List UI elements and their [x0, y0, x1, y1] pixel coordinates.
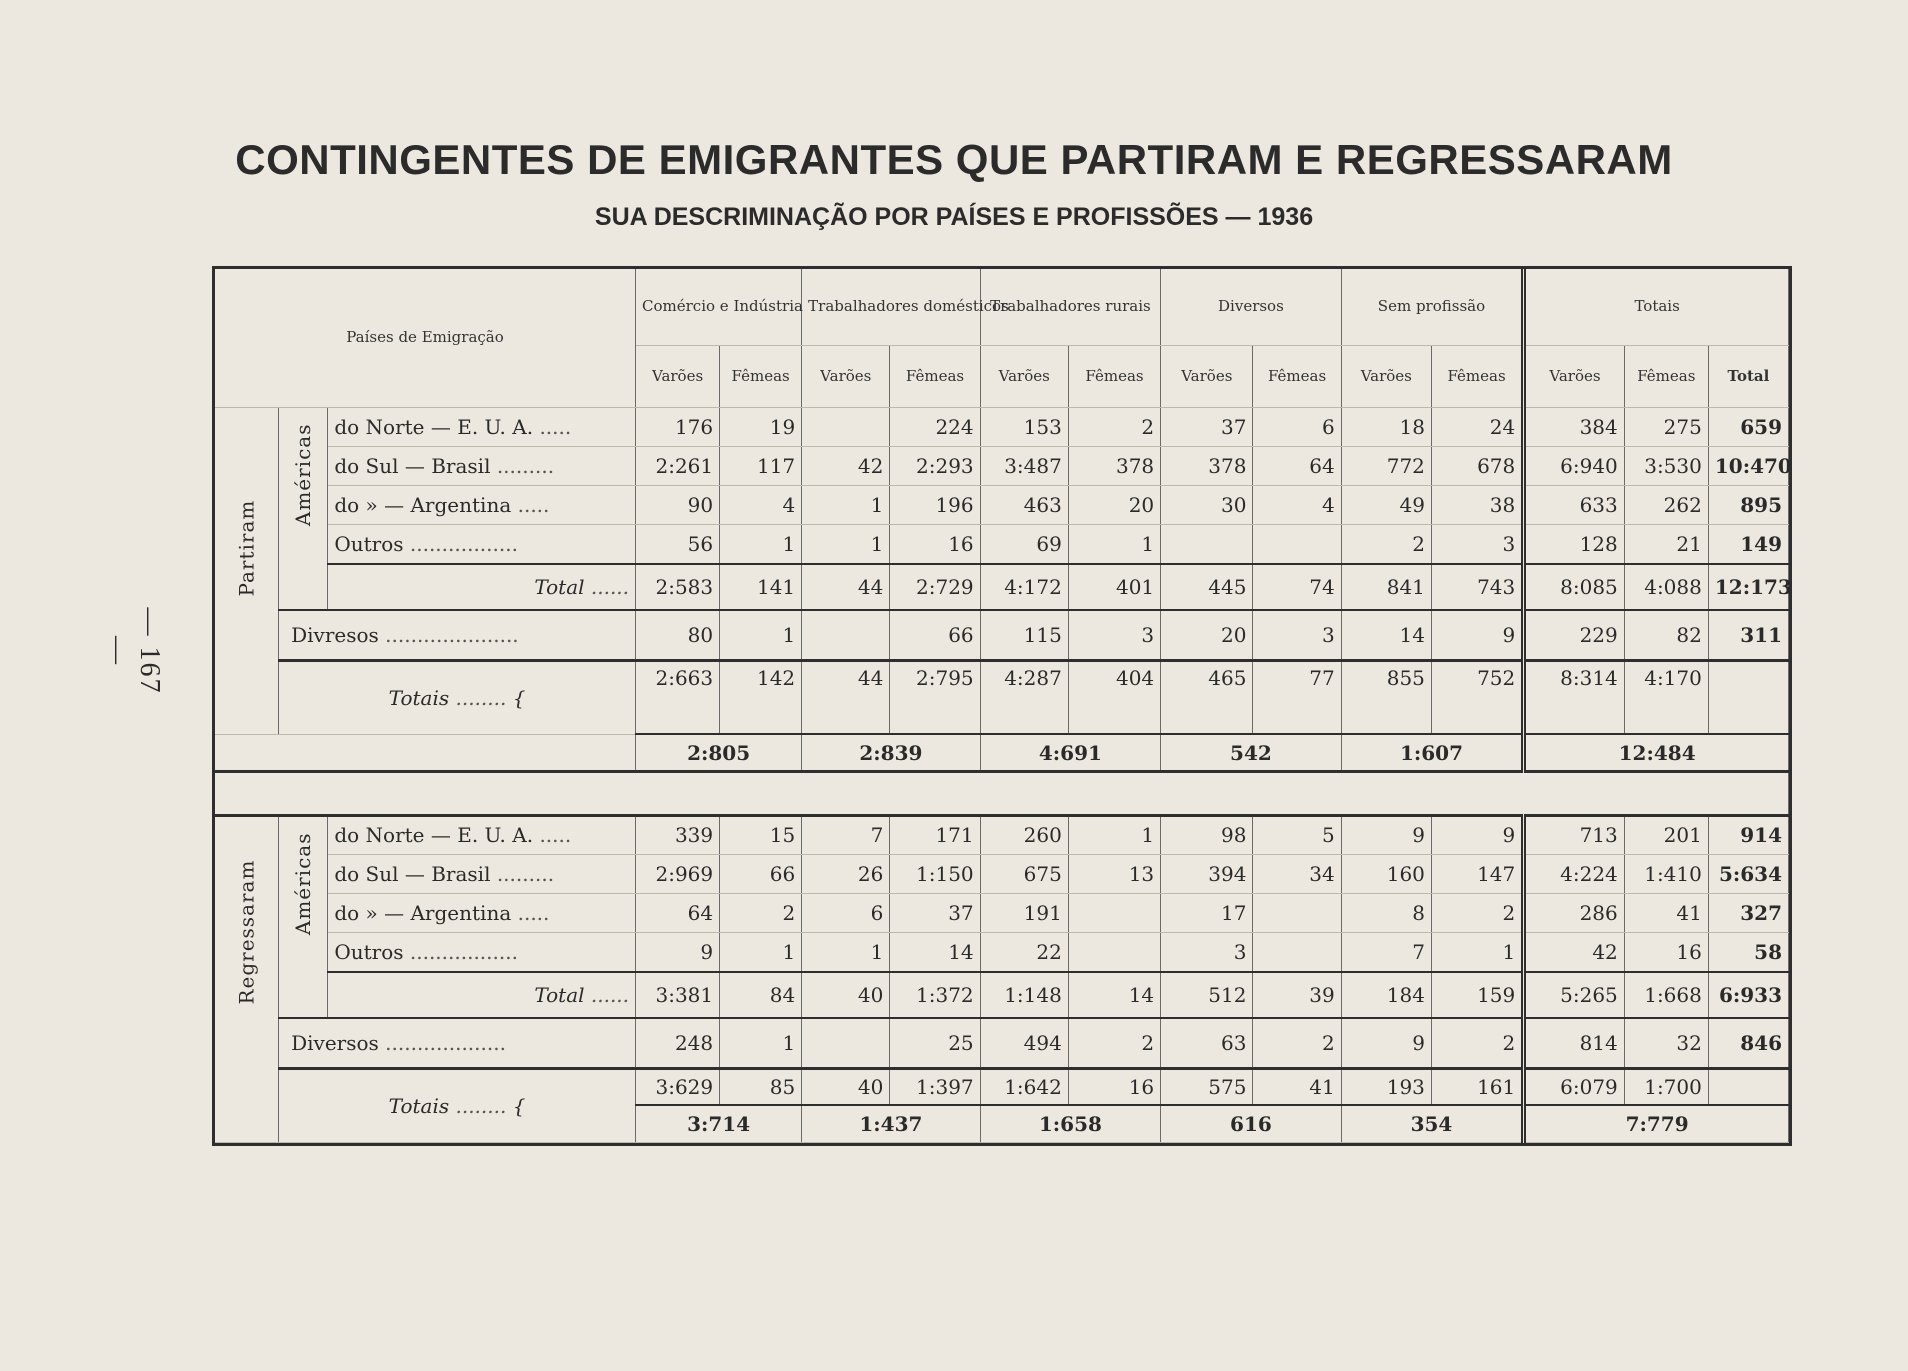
table-row-totais	[215, 660, 1789, 734]
cell: 147	[1431, 854, 1523, 893]
cell: 1	[1068, 815, 1160, 854]
section-divider	[215, 771, 1789, 815]
cell: 404	[1068, 660, 1160, 734]
cell: 21	[1624, 525, 1708, 564]
cell: 1:150	[890, 854, 980, 893]
cell: 19	[720, 407, 802, 446]
row-label: Outros .................	[328, 525, 636, 564]
cell: 9	[1341, 815, 1431, 854]
cell: 201	[1624, 815, 1708, 854]
cell: 394	[1161, 854, 1253, 893]
cell: 713	[1524, 815, 1625, 854]
row-label-diversos: Divresos .....................	[279, 610, 636, 660]
cell-total: 5:634	[1708, 854, 1788, 893]
cell: 34	[1253, 854, 1341, 893]
cell: 26	[802, 854, 890, 893]
cell: 191	[980, 894, 1068, 933]
cell: 1	[720, 1018, 802, 1068]
row-label: do » — Argentina .....	[328, 894, 636, 933]
cell: 17	[1161, 894, 1253, 933]
sum-sem-profissao: 1:607	[1341, 734, 1524, 771]
cell: 37	[890, 894, 980, 933]
sum-rurais: 1:658	[980, 1105, 1161, 1142]
cell: 752	[1431, 660, 1523, 734]
row-label-diversos: Diversos ...................	[279, 1018, 636, 1068]
cell: 159	[1431, 972, 1523, 1018]
cell: 3	[1431, 525, 1523, 564]
section-gap	[215, 771, 1789, 815]
subheader-varoes: Varões	[1161, 345, 1253, 407]
cell: 2	[1431, 894, 1523, 933]
table-row	[215, 525, 1789, 564]
cell: 743	[1431, 564, 1523, 610]
cell: 141	[720, 564, 802, 610]
cell: 142	[720, 660, 802, 734]
cell: 44	[802, 660, 890, 734]
cell: 6	[1253, 407, 1341, 446]
cell: 1:397	[890, 1068, 980, 1105]
cell: 512	[1161, 972, 1253, 1018]
sum-diversos: 542	[1161, 734, 1342, 771]
cell: 4:224	[1524, 854, 1625, 893]
cell: 160	[1341, 854, 1431, 893]
cell	[1253, 894, 1341, 933]
page-subtitle: SUA DESCRIMINAÇÃO POR PAÍSES E PROFISSÕES — 1936	[594, 203, 1314, 231]
cell: 3	[1161, 933, 1253, 972]
cell: 3	[1253, 610, 1341, 660]
cell: 675	[980, 854, 1068, 893]
subheader-varoes: Varões	[636, 345, 720, 407]
cell: 378	[1068, 446, 1160, 485]
cell-total: 846	[1708, 1018, 1788, 1068]
cell: 2	[1068, 407, 1160, 446]
group-header-totais: Totais	[1524, 269, 1789, 345]
cell-empty	[1708, 1068, 1788, 1105]
cell: 128	[1524, 525, 1625, 564]
emigration-table-frame	[212, 266, 1792, 1146]
cell: 1:668	[1624, 972, 1708, 1018]
cell: 41	[1624, 894, 1708, 933]
cell: 1	[1068, 525, 1160, 564]
cell: 4:287	[980, 660, 1068, 734]
cell: 3	[1068, 610, 1160, 660]
subheader-varoes: Varões	[802, 345, 890, 407]
cell: 3:381	[636, 972, 720, 1018]
row-label: do Norte — E. U. A. .....	[328, 407, 636, 446]
cell: 184	[1341, 972, 1431, 1018]
subheader-femeas: Fêmeas	[720, 345, 802, 407]
cell: 153	[980, 407, 1068, 446]
cell: 6:940	[1524, 446, 1625, 485]
cell: 64	[636, 894, 720, 933]
subheader-femeas: Fêmeas	[1624, 345, 1708, 407]
cell: 3:487	[980, 446, 1068, 485]
cell: 4:088	[1624, 564, 1708, 610]
cell: 3:530	[1624, 446, 1708, 485]
table-row	[215, 933, 1789, 972]
cell: 494	[980, 1018, 1068, 1068]
cell: 2:663	[636, 660, 720, 734]
subheader-femeas: Fêmeas	[1068, 345, 1160, 407]
emigration-table	[215, 269, 1792, 1143]
cell: 286	[1524, 894, 1625, 933]
cell: 9	[636, 933, 720, 972]
cell: 5:265	[1524, 972, 1625, 1018]
cell: 2:261	[636, 446, 720, 485]
cell-total: 914	[1708, 815, 1788, 854]
cell	[802, 1018, 890, 1068]
cell: 115	[980, 610, 1068, 660]
cell: 378	[1161, 446, 1253, 485]
cell-total: 149	[1708, 525, 1788, 564]
table-row	[215, 407, 1789, 446]
cell-total: 895	[1708, 486, 1788, 525]
cell: 1:410	[1624, 854, 1708, 893]
cell	[1068, 933, 1160, 972]
cell	[1161, 525, 1253, 564]
group-header-rurais: Trabalhadores rurais	[980, 269, 1161, 345]
cell: 40	[802, 1068, 890, 1105]
cell: 1	[802, 933, 890, 972]
americas-label: Américas	[279, 407, 328, 610]
cell: 44	[802, 564, 890, 610]
cell: 1	[1431, 933, 1523, 972]
cell: 2:729	[890, 564, 980, 610]
group-header-comercio: Comércio e Indústria	[636, 269, 802, 345]
cell: 56	[636, 525, 720, 564]
section-label-regressaram: Regressaram	[215, 815, 279, 1142]
cell: 66	[890, 610, 980, 660]
cell: 633	[1524, 486, 1625, 525]
table-row-total	[215, 972, 1789, 1018]
row-label-totais: Totais ........ {	[279, 660, 636, 734]
table-row-diversos	[215, 610, 1789, 660]
table-row	[215, 446, 1789, 485]
cell: 463	[980, 486, 1068, 525]
subheader-total: Total	[1708, 345, 1788, 407]
cell	[1253, 933, 1341, 972]
cell: 64	[1253, 446, 1341, 485]
table-row	[215, 894, 1789, 933]
cell: 2	[1341, 525, 1431, 564]
table-row-diversos	[215, 1018, 1789, 1068]
section-label-partiram: Partiram	[215, 407, 279, 734]
cell: 8	[1341, 894, 1431, 933]
subheader-varoes: Varões	[1341, 345, 1431, 407]
cell: 772	[1341, 446, 1431, 485]
cell: 69	[980, 525, 1068, 564]
table-row	[215, 815, 1789, 854]
cell: 2:795	[890, 660, 980, 734]
cell: 176	[636, 407, 720, 446]
cell-total: 10:470	[1708, 446, 1788, 485]
cell: 117	[720, 446, 802, 485]
cell: 4:170	[1624, 660, 1708, 734]
cell: 15	[720, 815, 802, 854]
cell: 2	[1068, 1018, 1160, 1068]
cell-total: 311	[1708, 610, 1788, 660]
cell: 98	[1161, 815, 1253, 854]
cell: 13	[1068, 854, 1160, 893]
table-row	[215, 486, 1789, 525]
cell: 2:969	[636, 854, 720, 893]
page-number: — 167 —	[102, 607, 165, 695]
cell: 401	[1068, 564, 1160, 610]
cell-empty	[1708, 660, 1788, 734]
cell: 229	[1524, 610, 1625, 660]
cell: 90	[636, 486, 720, 525]
subheader-varoes: Varões	[1524, 345, 1625, 407]
cell: 9	[1431, 815, 1523, 854]
cell: 24	[1431, 407, 1523, 446]
cell-total: 659	[1708, 407, 1788, 446]
cell: 14	[890, 933, 980, 972]
sum-totais: 12:484	[1524, 734, 1789, 771]
cell	[1253, 525, 1341, 564]
cell: 384	[1524, 407, 1625, 446]
cell: 9	[1431, 610, 1523, 660]
cell: 339	[636, 815, 720, 854]
row-label: do Sul — Brasil .........	[328, 446, 636, 485]
sum-comercio: 3:714	[636, 1105, 802, 1142]
cell: 42	[802, 446, 890, 485]
table-row-total	[215, 564, 1789, 610]
cell: 262	[1624, 486, 1708, 525]
cell: 1	[802, 486, 890, 525]
cell: 82	[1624, 610, 1708, 660]
cell: 224	[890, 407, 980, 446]
cell	[802, 610, 890, 660]
country-column-header: Países de Emigração	[215, 269, 636, 407]
cell: 3:629	[636, 1068, 720, 1105]
cell: 84	[720, 972, 802, 1018]
cell: 7	[1341, 933, 1431, 972]
cell: 30	[1161, 486, 1253, 525]
cell: 18	[1341, 407, 1431, 446]
cell-empty	[215, 734, 636, 771]
cell: 20	[1068, 486, 1160, 525]
cell: 1:642	[980, 1068, 1068, 1105]
cell: 22	[980, 933, 1068, 972]
row-label-total: Total ......	[328, 564, 636, 610]
cell: 7	[802, 815, 890, 854]
cell: 14	[1341, 610, 1431, 660]
cell: 275	[1624, 407, 1708, 446]
cell: 38	[1431, 486, 1523, 525]
cell: 16	[1624, 933, 1708, 972]
subheader-varoes: Varões	[980, 345, 1068, 407]
page-title: CONTINGENTES DE EMIGRANTES QUE PARTIRAM E REGRESSARAM	[235, 136, 1673, 183]
cell: 39	[1253, 972, 1341, 1018]
cell-total: 12:173	[1708, 564, 1788, 610]
cell-total: 327	[1708, 894, 1788, 933]
row-label: do » — Argentina .....	[328, 486, 636, 525]
cell: 678	[1431, 446, 1523, 485]
cell: 2:583	[636, 564, 720, 610]
cell	[802, 407, 890, 446]
cell: 77	[1253, 660, 1341, 734]
cell: 4:172	[980, 564, 1068, 610]
section-partiram	[215, 407, 1792, 771]
cell: 1	[720, 525, 802, 564]
cell: 2:293	[890, 446, 980, 485]
americas-label: Américas	[279, 815, 328, 1018]
group-header-sem-profissao: Sem profissão	[1341, 269, 1524, 345]
cell-total: 6:933	[1708, 972, 1788, 1018]
cell: 161	[1431, 1068, 1523, 1105]
cell: 8:085	[1524, 564, 1625, 610]
cell: 9	[1341, 1018, 1431, 1068]
cell: 32	[1624, 1018, 1708, 1068]
cell-total: 58	[1708, 933, 1788, 972]
subheader-femeas: Fêmeas	[890, 345, 980, 407]
cell: 16	[890, 525, 980, 564]
cell: 1	[720, 933, 802, 972]
cell: 841	[1341, 564, 1431, 610]
cell: 25	[890, 1018, 980, 1068]
cell: 2	[1431, 1018, 1523, 1068]
row-label: do Sul — Brasil .........	[328, 854, 636, 893]
section-regressaram	[215, 815, 1789, 1142]
cell: 41	[1253, 1068, 1341, 1105]
cell: 193	[1341, 1068, 1431, 1105]
sum-diversos: 616	[1161, 1105, 1342, 1142]
group-header-domesticos: Trabalhadores domésticos	[802, 269, 980, 345]
table-row-sums	[215, 734, 1789, 771]
sum-totais: 7:779	[1524, 1105, 1789, 1142]
cell: 2	[1253, 1018, 1341, 1068]
cell: 1:372	[890, 972, 980, 1018]
sum-rurais: 4:691	[980, 734, 1161, 771]
row-label: Outros .................	[328, 933, 636, 972]
cell: 6	[802, 894, 890, 933]
cell: 6:079	[1524, 1068, 1625, 1105]
sum-comercio: 2:805	[636, 734, 802, 771]
table-row	[215, 854, 1789, 893]
cell: 85	[720, 1068, 802, 1105]
sum-sem-profissao: 354	[1341, 1105, 1524, 1142]
cell: 74	[1253, 564, 1341, 610]
cell: 16	[1068, 1068, 1160, 1105]
cell: 1	[720, 610, 802, 660]
cell: 14	[1068, 972, 1160, 1018]
cell: 196	[890, 486, 980, 525]
row-label-total: Total ......	[328, 972, 636, 1018]
subheader-femeas: Fêmeas	[1253, 345, 1341, 407]
row-label-totais: Totais ........ {	[279, 1068, 636, 1142]
cell: 575	[1161, 1068, 1253, 1105]
cell: 1:700	[1624, 1068, 1708, 1105]
cell: 20	[1161, 610, 1253, 660]
cell: 814	[1524, 1018, 1625, 1068]
cell: 1:148	[980, 972, 1068, 1018]
sum-domesticos: 1:437	[802, 1105, 980, 1142]
cell: 66	[720, 854, 802, 893]
cell: 8:314	[1524, 660, 1625, 734]
cell: 465	[1161, 660, 1253, 734]
row-label: do Norte — E. U. A. .....	[328, 815, 636, 854]
cell: 171	[890, 815, 980, 854]
cell: 63	[1161, 1018, 1253, 1068]
cell: 1	[802, 525, 890, 564]
cell: 2	[720, 894, 802, 933]
cell: 40	[802, 972, 890, 1018]
cell: 4	[720, 486, 802, 525]
group-header-diversos: Diversos	[1161, 269, 1342, 345]
cell: 5	[1253, 815, 1341, 854]
cell: 49	[1341, 486, 1431, 525]
table-row-totais	[215, 1068, 1789, 1105]
cell: 445	[1161, 564, 1253, 610]
cell: 260	[980, 815, 1068, 854]
sum-domesticos: 2:839	[802, 734, 980, 771]
cell: 855	[1341, 660, 1431, 734]
cell: 248	[636, 1018, 720, 1068]
cell: 80	[636, 610, 720, 660]
cell: 42	[1524, 933, 1625, 972]
cell: 37	[1161, 407, 1253, 446]
subheader-femeas: Fêmeas	[1431, 345, 1523, 407]
cell: 4	[1253, 486, 1341, 525]
cell	[1068, 894, 1160, 933]
